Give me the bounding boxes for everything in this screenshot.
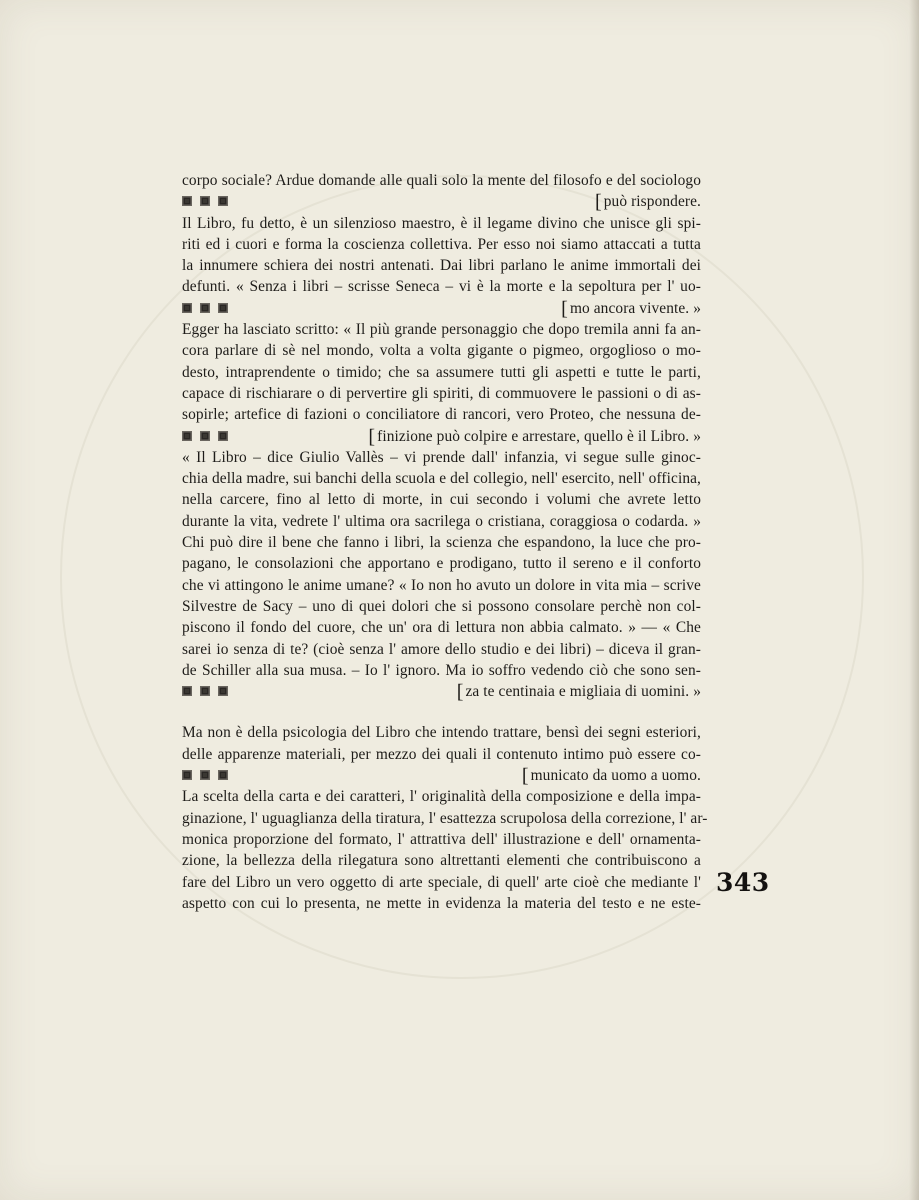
text-line: defunti. « Senza i libri – scrisse Seneca – vi è la morte e la sepoltura per l' uo- [182, 278, 701, 296]
text-line: Chi può dire il bene che fanno i libri, la scienza che espandono, la luce che pro- [182, 534, 701, 552]
text-line: piscono il fondo del cuore, che un' ora di lettura non abbia calmato. » — « Che [182, 619, 701, 637]
square-ornament-icon [200, 196, 210, 206]
text-line: corpo sociale? Ardue domande alle quali solo la mente del filosofo e del sociologo [182, 172, 701, 189]
text-line: riti ed i cuori e forma la coscienza collettiva. Per esso noi siamo attaccati a tutta [182, 235, 701, 253]
square-ornament-icon [182, 196, 192, 206]
text-line: Silvestre de Sacy – uno di quei dolori che si possono consolare perchè non col- [182, 597, 701, 615]
text-line: sopirle; artefice di fazioni o conciliatore di rancori, vero Proteo, che nessuna de- [182, 406, 701, 424]
bracketed-line-text: mo ancora vivente. » [569, 299, 701, 317]
text-line: monica proporzione del formato, l' attrattiva dell' illustrazione e dell' ornamenta- [182, 830, 701, 848]
bracketed-line-text: può rispondere. [603, 193, 701, 211]
ornament-group [182, 431, 228, 441]
text-line: « Il Libro – dice Giulio Vallès – vi prende dall' infanzia, vi segue sulle ginoc- [182, 448, 701, 466]
square-ornament-icon [182, 686, 192, 696]
bracketed-text [522, 765, 701, 786]
square-ornament-icon [200, 431, 210, 441]
text-line: zione, la bellezza della rilegatura sono altrettanti elementi che contribuiscono a [182, 852, 701, 870]
text-line: desto, intraprendente o timido; che sa assumere tutti gli aspetti e tutte le parti, [182, 363, 701, 381]
text-line: nella carcere, fino al letto di morte, in cui secondo i volumi che avrete letto [182, 491, 701, 509]
bracketed-line-end [182, 298, 701, 319]
square-ornament-icon [218, 303, 228, 313]
square-ornament-icon [200, 686, 210, 696]
bracketed-line-text: za te centinaia e migliaia di uomini. » [465, 683, 701, 701]
bracketed-text [561, 298, 701, 319]
left-bracket-glyph: [ [368, 425, 376, 448]
bracketed-text [457, 681, 701, 702]
text-line: la innumere schiera dei nostri antenati. Dai libri parlano le anime immortali dei [182, 257, 701, 275]
square-ornament-icon [182, 303, 192, 313]
text-line: che vi attingono le anime umane? « Io non ho avuto un dolore in vita mia – scrive [182, 576, 701, 594]
bracketed-line-end [182, 191, 701, 212]
ornament-group [182, 303, 228, 313]
bracketed-text [368, 426, 701, 447]
text-line: Egger ha lasciato scritto: « Il più grande personaggio che dopo tremila anni fa an- [182, 321, 701, 339]
bracketed-line-text: finizione può colpire e arrestare, quello è il Libro. » [377, 427, 701, 445]
text-line: La scelta della carta e dei caratteri, l' originalità della composizione e della impa- [182, 788, 701, 806]
left-bracket-glyph: [ [594, 191, 602, 214]
ornament-group [182, 770, 228, 780]
ornament-group [182, 686, 228, 696]
text-line: sarei io senza di te? (cioè senza l' amore dello studio e dei libri) – diceva il gran- [182, 640, 701, 658]
paragraph-gap [182, 702, 701, 722]
text-line: cora parlare di sè nel mondo, volta a volta gigante o pigmeo, orgoglioso o mo- [182, 342, 701, 360]
square-ornament-icon [200, 303, 210, 313]
text-line: de Schiller alla sua musa. – Io l' ignoro. Ma io soffro vedendo ciò che sono sen- [182, 661, 701, 679]
text-line: pagano, le consolazioni che apportano e prodigano, tutto il sereno e il conforto [182, 555, 701, 573]
left-bracket-glyph: [ [521, 765, 529, 788]
left-bracket-glyph: [ [456, 681, 464, 704]
square-ornament-icon [182, 770, 192, 780]
bracketed-line-end [182, 681, 701, 702]
page-number: 343 [716, 868, 770, 897]
text-line: chia della madre, sui banchi della scuola e del collegio, nell' esercito, nell' officina, [182, 470, 701, 488]
bracketed-line-end [182, 765, 701, 786]
bracketed-line-text: municato da uomo a uomo. [530, 767, 701, 785]
text-line: durante la vita, vedrete l' ultima ora sacrilega o cristiana, coraggiosa o codarda. » [182, 512, 701, 530]
ornament-group [182, 196, 228, 206]
bracketed-line-end [182, 426, 701, 447]
square-ornament-icon [218, 431, 228, 441]
square-ornament-icon [218, 196, 228, 206]
text-line: delle apparenze materiali, per mezzo dei quali il contenuto intimo può essere co- [182, 745, 701, 763]
page-body-text [182, 170, 708, 914]
text-line: capace di rischiarare o di pervertire gli spiriti, di commuovere le passioni o di as- [182, 384, 701, 402]
text-line: fare del Libro un vero oggetto di arte speciale, di quell' arte cioè che mediante l' [182, 873, 701, 891]
square-ornament-icon [200, 770, 210, 780]
square-ornament-icon [218, 686, 228, 696]
left-bracket-glyph: [ [561, 297, 568, 320]
square-ornament-icon [218, 770, 228, 780]
square-ornament-icon [182, 431, 192, 441]
text-line: aspetto con cui lo presenta, ne mette in evidenza la materia del testo e ne este- [182, 894, 701, 912]
text-line: Ma non è della psicologia del Libro che intendo trattare, bensì dei segni esteriori, [182, 724, 701, 742]
bracketed-text [595, 191, 701, 212]
text-line: Il Libro, fu detto, è un silenzioso maestro, è il legame divino che unisce gli spi- [182, 214, 701, 232]
text-line: ginazione, l' uguaglianza della tiratura, l' esattezza scrupolosa della correzione, l' ar- [182, 809, 708, 827]
